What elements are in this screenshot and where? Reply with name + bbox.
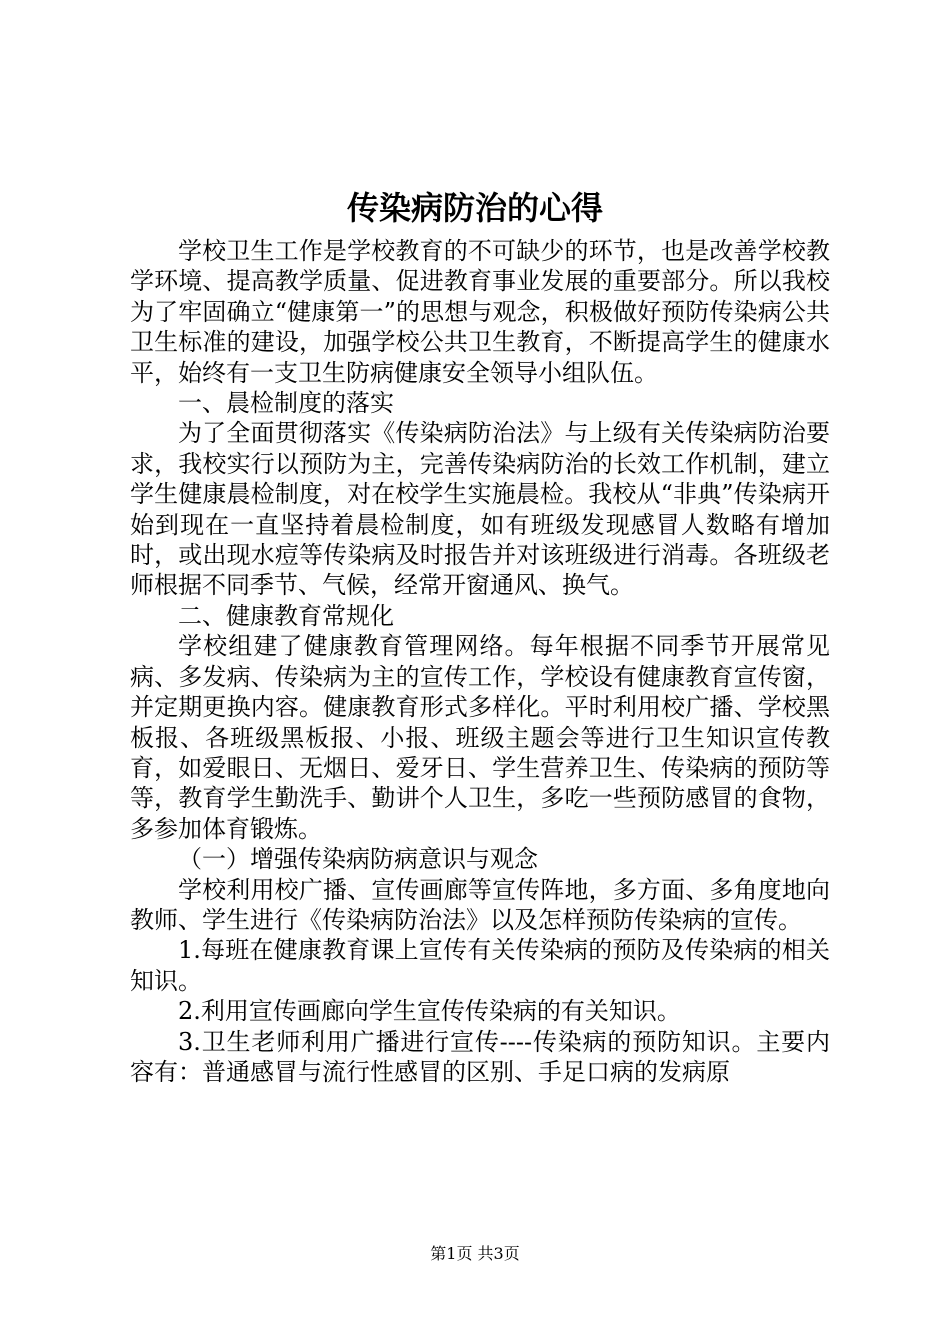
section-heading-morning-check: 一、晨检制度的落实 <box>178 389 394 418</box>
document-body <box>130 236 830 1087</box>
paragraph-morning-check: 为了全面贯彻落实《传染病防治法》与上级有关传染病防治要求，我校实行以预防为主，完善传染病防治的长效工作机制，建立学生健康晨检制度，对在校学生实施晨检。我校从“非典”传染病开始到现在一直坚持着晨检制度，如有班级发现感冒人数略有增加时，或出现水痘等传染病及时报告并对该班级进行消毒。各班级老师根据不同季节、气候，经常开窗通风、换气。 <box>130 419 830 600</box>
subsection-heading-awareness: （一）增强传染病防病意识与观念 <box>178 845 538 874</box>
page-footer: 第1页 共3页 <box>430 1244 520 1263</box>
document-title: 传染病防治的心得 <box>346 189 603 227</box>
paragraph-intro: 学校卫生工作是学校教育的不可缺少的环节，也是改善学校教学环境、提高教学质量、促进教育事业发展的重要部分。所以我校为了牢固确立“健康第一”的思想与观念，积极做好预防传染病公共卫生标准的建设，加强学校公共卫生教育，不断提高学生的健康水平，始终有一支卫生防病健康安全领导小组队伍。 <box>130 237 830 387</box>
list-item-1: 1.每班在健康教育课上宣传有关传染病的预防及传染病的相关知识。 <box>130 936 830 995</box>
list-item-2: 2.利用宣传画廊向学生宣传传染病的有关知识。 <box>178 997 681 1026</box>
paragraph-awareness: 学校利用校广播、宣传画廊等宣传阵地，多方面、多角度地向教师、学生进行《传染病防治法》以及怎样预防传染病的宣传。 <box>130 875 830 934</box>
paragraph-health-education: 学校组建了健康教育管理网络。每年根据不同季节开展常见病、多发病、传染病为主的宣传工作，学校设有健康教育宣传窗，并定期更换内容。健康教育形式多样化。平时利用校广播、学校黑板报、各班级黑板报、小报、班级主题会等进行卫生知识宣传教育，如爱眼日、无烟日、爱牙日、学生营养卫生、传染病的预防等等，教育学生勤洗手、勤讲个人卫生，多吃一些预防感冒的食物，多参加体育锻炼。 <box>130 632 830 843</box>
section-heading-health-education: 二、健康教育常规化 <box>178 601 394 630</box>
list-item-3: 3.卫生老师利用广播进行宣传----传染病的预防知识。主要内容有：普通感冒与流行性感冒的区别、手足口病的发病原 <box>130 1027 830 1086</box>
